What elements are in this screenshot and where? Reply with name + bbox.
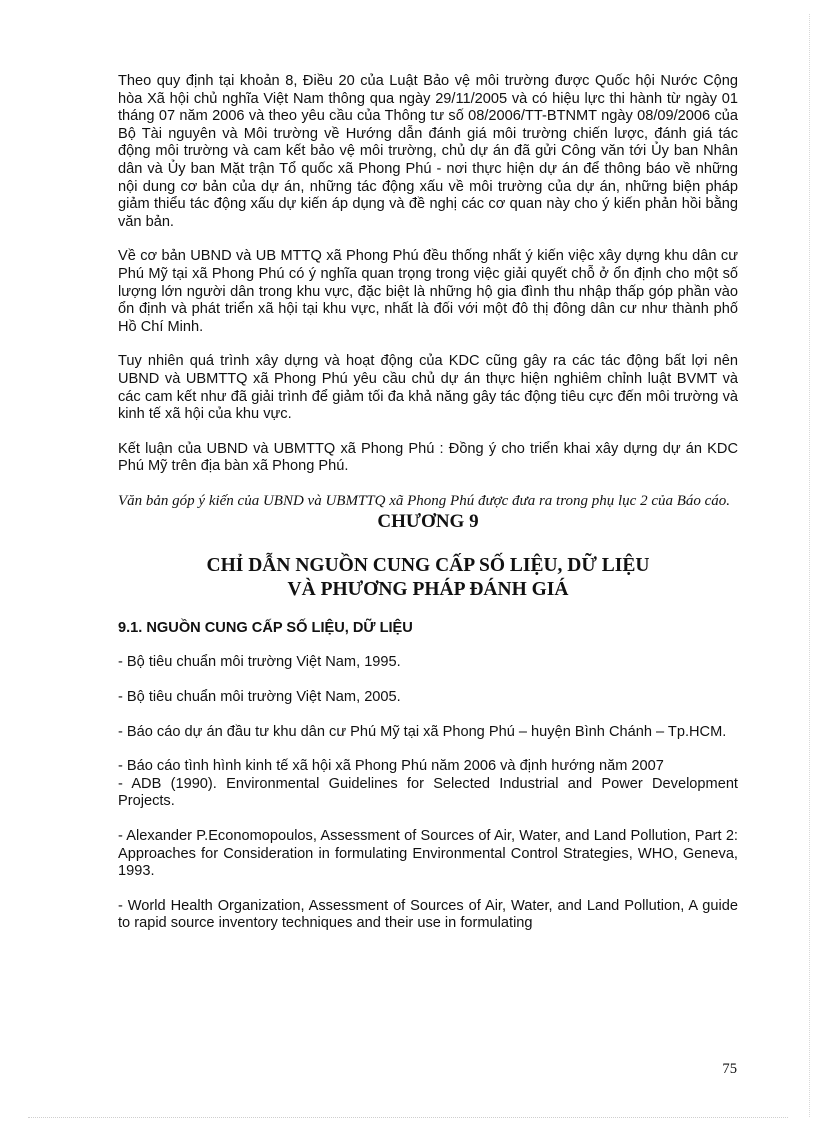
reference-item: - Báo cáo dự án đầu tư khu dân cư Phú Mỹ tại xã Phong Phú – huyện Bình Chánh – Tp.HCM. (118, 723, 727, 740)
reference-item: - ADB (1990). Environmental Guidelines for Selected Industrial and Power Development Projects. (118, 775, 738, 810)
chapter-heading-line: CHỈ DẪN NGUỒN CUNG CẤP SỐ LIỆU, DỮ LIỆU (206, 554, 650, 576)
page-content (118, 73, 738, 950)
chapter-title: CHƯƠNG 9 (377, 510, 479, 532)
reference-item: - Alexander P.Economopoulos, Assessment of Sources of Air, Water, and Land Pollution, Part 2: Approaches for Consideration in formulating Environmental Control Strategies, WHO, Geneva, 1993. (118, 828, 738, 880)
body-paragraph: Tuy nhiên quá trình xây dựng và hoạt động của KDC cũng gây ra các tác động bất lợi nên UBND và UBMTTQ xã Phong Phú yêu cầu chủ dự án thực hiện nghiêm chỉnh luật BVMT và các cam kết như đã giải trình để giảm tối đa khả năng gây tác động tiêu cực đến môi trường và kinh tế xã hội của khu vực. (118, 353, 738, 423)
body-paragraph: Về cơ bản UBND và UB MTTQ xã Phong Phú đều thống nhất ý kiến việc xây dựng khu dân cư Phú Mỹ tại xã Phong Phú có ý nghĩa quan trọng trong việc giải quyết chỗ ở ổn định cho một số lượng lớn người dân trong khu vực, đặc biệt là những hộ gia đình thu nhập thấp góp phần vào ổn định và phát triển xã hội tại khu vực, nhất là đối với một đô thị đông dân cư như thành phố Hồ Chí Minh. (118, 248, 738, 335)
chapter-heading (118, 554, 738, 602)
reference-item: - Bộ tiêu chuẩn môi trường Việt Nam, 2005. (118, 689, 401, 706)
section-heading: 9.1. NGUỒN CUNG CẤP SỐ LIỆU, DỮ LIỆU (118, 619, 413, 636)
page-number: 75 (722, 1061, 737, 1077)
reference-item: - Bộ tiêu chuẩn môi trường Việt Nam, 1995. (118, 654, 401, 671)
appendix-note: Văn bản góp ý kiến của UBND và UBMTTQ xã Phong Phú được đưa ra trong phụ lục 2 của Báo cáo. (118, 492, 731, 509)
reference-item: - Báo cáo tình hình kinh tế xã hội xã Phong Phú năm 2006 và định hướng năm 2007 (118, 758, 664, 775)
footer-rule (28, 1117, 788, 1118)
body-paragraph: Kết luận của UBND và UBMTTQ xã Phong Phú : Đồng ý cho triển khai xây dựng dự án KDC Phú Mỹ trên địa bàn xã Phong Phú. (118, 440, 738, 475)
reference-item: - World Health Organization, Assessment of Sources of Air, Water, and Land Pollution, A guide to rapid source inventory techniques and their use in formulating (118, 897, 738, 932)
chapter-heading-line: VÀ PHƯƠNG PHÁP ĐÁNH GIÁ (287, 578, 569, 600)
body-paragraph: Theo quy định tại khoản 8, Điều 20 của Luật Bảo vệ môi trường được Quốc hội Nước Cộng hòa Xã hội chủ nghĩa Việt Nam thông qua ngày 29/11/2005 và có hiệu lực thi hành từ ngày 01 tháng 07 năm 2006 và theo yêu cầu của Thông tư số 08/2006/TT-BTNMT ngày 08/09/2006 của Bộ Tài nguyên và Môi trường về Hướng dẫn đánh giá môi trường chiến lược, đánh giá tác động môi trường và cam kết bảo vệ môi trường, chủ dự án đã gửi Công văn tới Ủy ban Nhân dân và Ủy ban Mặt trận Tổ quốc xã Phong Phú - nơi thực hiện dự án để thông báo về những nội dung cơ bản của dự án, những tác động xấu về môi trường của dự án, những biện pháp giảm thiểu tác động xấu dự kiến áp dụng và đề nghị các cơ quan này cho ý kiến phản hồi bằng văn bản. (118, 73, 738, 230)
page-edge-rule (809, 14, 810, 1117)
